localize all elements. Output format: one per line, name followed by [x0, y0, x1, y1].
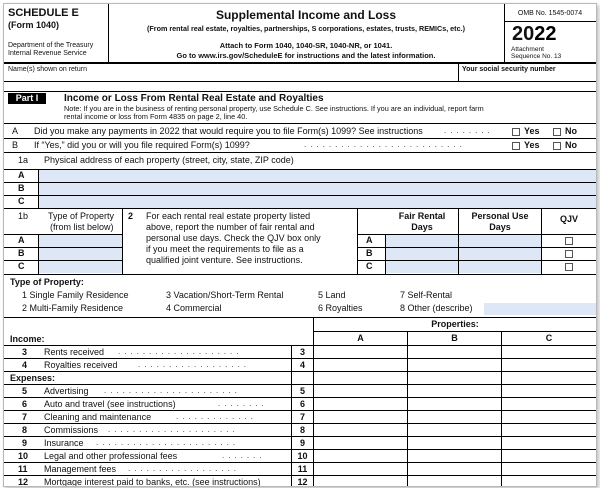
- line-12-label: Mortgage interest paid to banks, etc. (see instructions): [44, 477, 261, 487]
- line-10-label: Legal and other professional fees: [44, 451, 178, 461]
- line-2-desc-5: qualified joint venture. See instructions.: [146, 255, 303, 265]
- type-of-property-label-2: (from list below): [50, 222, 114, 232]
- dept-line-1: Department of the Treasury: [8, 42, 94, 49]
- question-a-letter: A: [12, 126, 19, 136]
- question-b-yes-checkbox[interactable]: [512, 142, 520, 150]
- question-a-no-checkbox[interactable]: [553, 128, 561, 136]
- line-7-box: 7: [299, 412, 305, 422]
- property-type-5: 5 Land: [318, 290, 346, 300]
- line-7-number: 7: [22, 412, 28, 422]
- goto-instruction: Go to www.irs.gov/ScheduleE for instructions and the latest information.: [176, 51, 436, 60]
- form-title: SCHEDULE E: [8, 7, 79, 19]
- schedule-e-form: SCHEDULE E (Form 1040) Department of the Treasury Internal Revenue Service Supplemental Income and Loss (From rental real estate, royalties, partnerships, S corporations, estates, trusts, REMICs, etc.) Attach to Form 1040, 1040-SR, 1040-NR, or 1041. Go to www.irs.gov/ScheduleE for instructions and the latest information. OMB No. 1545-0074 2022 Attachment Sequence No. 13 Name(s) shown on return Your social security number Part I Income or Loss From Rental Real Estate and Royalties Note: If you are in the business of renting personal property, use Schedule C. See instructions. If you are an individual, report farm rental income or loss from Form 4835 on page 2, line 40. A Did you make any payments in 2022 that would require you to file Form(s) 1099? See instructions ........ Yes No B If “Yes,” did you or will you file required Form(s) 1099? .......................... Yes No 1a Physical address of each property (street, city, state, ZIP code) A B C 1b Type of Property (from list below) 2 For each rental real estate property listed above, report the number of fair rental and personal use days. Check the QJV box only if you meet the requirements to file as a qualified joint venture. See instructions. A B C Fair Rental Days Personal Use Days QJV A B C Type of Property: 1 Single Family Residence 2 Multi-Family Residence 3 Vacation/Short-Term Rental 4 Commercial 5 Land 6 Royalties 7 Self-Rental 8 Other (describe) Properties: A B C Income: 3 Rents received .................... 3 4 Royalties received .................. 4 Expenses: 5 Advertising ...................... 5 6 Auto and travel (see instructions) ........ 6 7 Cleaning and maintenance ............. 7 8 Commissions ..................... 8 9 Insurance ....................... 9 10 Legal and other professional fees ....... 10 11 Management fees .................. 11 12 Mortgage interest paid to banks, etc. (see instructions) 12: [3, 3, 597, 487]
- qjv-checkbox-b[interactable]: [565, 250, 573, 258]
- line-12-box: 12: [297, 477, 308, 487]
- line-3-label: Rents received: [44, 347, 105, 357]
- line-9-amount-fields[interactable]: [314, 437, 596, 449]
- days-fields-a[interactable]: [386, 235, 541, 247]
- line-7-label: Cleaning and maintenance: [44, 412, 152, 422]
- line-2-desc-3: personal use days. Check the QJV box only: [146, 233, 321, 243]
- line-8-number: 8: [22, 425, 28, 435]
- property-type-8: 8 Other (describe): [400, 303, 473, 313]
- line-8-box: 8: [299, 425, 305, 435]
- line-2-desc-1: For each rental real estate property listed: [146, 211, 311, 221]
- line-11-number: 11: [18, 464, 28, 474]
- question-b-letter: B: [12, 140, 19, 150]
- address-row-c-letter: C: [18, 196, 25, 206]
- line-4-amount-fields[interactable]: [314, 359, 596, 371]
- line-1a-number: 1a: [18, 155, 29, 165]
- address-field-c[interactable]: [39, 196, 596, 208]
- part-i-title: Income or Loss From Rental Real Estate and Royalties: [64, 93, 324, 104]
- days-fields-c[interactable]: [386, 261, 541, 273]
- type-row-b-letter: B: [18, 248, 25, 258]
- line-2-desc-4: if you meet the requirements to file as a: [146, 244, 304, 254]
- line-6-amount-fields[interactable]: [314, 398, 596, 410]
- qjv-checkbox-c[interactable]: [565, 263, 573, 271]
- main-title: Supplemental Income and Loss: [215, 8, 397, 22]
- days-row-a-letter: A: [366, 235, 373, 245]
- property-type-1: 1 Single Family Residence: [22, 290, 129, 300]
- ssn-field[interactable]: [462, 65, 592, 79]
- line-10-number: 10: [18, 451, 29, 461]
- type-row-a-letter: A: [18, 235, 25, 245]
- line-9-box: 9: [299, 438, 305, 448]
- attachment-label: Attachment: [511, 46, 544, 53]
- dept-line-2: Internal Revenue Service: [8, 50, 87, 57]
- type-field-a[interactable]: [39, 235, 122, 247]
- name-field[interactable]: [8, 65, 454, 79]
- line-9-number: 9: [22, 438, 28, 448]
- line-1a-text: Physical address of each property (street, city, state, ZIP code): [44, 155, 294, 165]
- line-11-box: 11: [297, 464, 308, 474]
- line-3-number: 3: [22, 347, 28, 357]
- line-7-amount-fields[interactable]: [314, 411, 596, 423]
- property-type-6: 6 Royalties: [318, 303, 363, 313]
- qjv-checkbox-a[interactable]: [565, 237, 573, 245]
- question-a-no-label: No: [565, 126, 577, 136]
- line-12-amount-fields[interactable]: [314, 476, 596, 486]
- line-3-amount-fields[interactable]: [314, 346, 596, 358]
- type-field-b[interactable]: [39, 248, 122, 260]
- property-column-a: A: [357, 333, 364, 343]
- line-4-box: 4: [299, 360, 305, 370]
- property-type-3: 3 Vacation/Short-Term Rental: [166, 290, 284, 300]
- line-4-number: 4: [22, 360, 28, 370]
- ssn-label: Your social security number: [462, 66, 556, 73]
- line-8-label: Commissions: [44, 425, 99, 435]
- line-8-amount-fields[interactable]: [314, 424, 596, 436]
- income-title: Income:: [10, 334, 45, 344]
- line-5-amount-fields[interactable]: [314, 385, 596, 397]
- fair-rental-header-1: Fair Rental: [398, 211, 446, 221]
- days-row-b-letter: B: [366, 248, 373, 258]
- property-type-2: 2 Multi-Family Residence: [22, 303, 124, 313]
- days-fields-b[interactable]: [386, 248, 541, 260]
- line-11-amount-fields[interactable]: [314, 463, 596, 475]
- properties-title: Properties:: [431, 319, 479, 329]
- line-2-desc-2: above, report the number of fair rental and: [146, 222, 315, 232]
- line-4-label: Royalties received: [44, 360, 118, 370]
- type-of-property-label-1: Type of Property: [48, 211, 115, 221]
- address-row-b-letter: B: [18, 183, 25, 193]
- question-a-text: Did you make any payments in 2022 that would require you to file Form(s) 1099? See instructions: [34, 126, 423, 136]
- form-subtitle: (Form 1040): [8, 20, 60, 30]
- question-b-no-checkbox[interactable]: [553, 142, 561, 150]
- question-b-no-label: No: [565, 140, 577, 150]
- part-i-note-1: Note: If you are in the business of renting personal property, use Schedule C. See instructions. If you are an individual, report farm: [64, 104, 484, 113]
- type-field-c[interactable]: [39, 261, 122, 273]
- line-5-label: Advertising: [44, 386, 89, 396]
- qjv-header: QJV: [559, 214, 578, 224]
- sequence-label: Sequence No. 13: [511, 53, 562, 60]
- line-3-box: 3: [299, 347, 305, 357]
- days-row-c-letter: C: [366, 261, 373, 271]
- line-11-label: Management fees: [44, 464, 117, 474]
- question-b-yes-label: Yes: [524, 140, 540, 150]
- line-6-box: 6: [299, 399, 305, 409]
- type-row-c-letter: C: [18, 261, 25, 271]
- question-b-text: If “Yes,” did you or will you file required Form(s) 1099?: [34, 140, 250, 150]
- address-field-b[interactable]: [39, 183, 596, 195]
- line-6-label: Auto and travel (see instructions): [44, 399, 176, 409]
- address-row-a-letter: A: [18, 170, 25, 180]
- expenses-title: Expenses:: [10, 373, 56, 383]
- part-i-badge: Part I: [8, 93, 46, 104]
- line-6-number: 6: [22, 399, 28, 409]
- part-i-note-2: rental income or loss from Form 4835 on page 2, line 40.: [64, 112, 248, 121]
- personal-use-header-2: Days: [489, 222, 511, 232]
- tax-year: 2022: [512, 23, 557, 45]
- line-10-box: 10: [297, 451, 308, 461]
- property-column-c: C: [545, 333, 553, 343]
- line-5-box: 5: [299, 386, 305, 396]
- other-describe-field[interactable]: [484, 303, 596, 315]
- main-subtitle: (From rental real estate, royalties, partnerships, S corporations, estates, trusts, REMICs, etc.): [147, 24, 465, 33]
- property-column-b: B: [451, 333, 458, 343]
- question-a-yes-checkbox[interactable]: [512, 128, 520, 136]
- property-type-4: 4 Commercial: [166, 303, 222, 313]
- omb-number: OMB No. 1545-0074: [517, 10, 583, 17]
- name-label: Name(s) shown on return: [8, 66, 87, 73]
- type-of-property-title: Type of Property:: [10, 277, 84, 287]
- fair-rental-header-2: Days: [411, 222, 433, 232]
- line-10-amount-fields[interactable]: [314, 450, 596, 462]
- attach-instruction: Attach to Form 1040, 1040-SR, 1040-NR, or 1041.: [219, 41, 393, 50]
- question-a-yes-label: Yes: [524, 126, 540, 136]
- line-2-number: 2: [128, 211, 134, 221]
- personal-use-header-1: Personal Use: [471, 211, 529, 221]
- line-1b-number: 1b: [18, 211, 29, 221]
- address-field-a[interactable]: [39, 170, 596, 182]
- line-12-number: 12: [18, 477, 29, 487]
- line-9-label: Insurance: [44, 438, 84, 448]
- line-5-number: 5: [22, 386, 28, 396]
- property-type-7: 7 Self-Rental: [400, 290, 453, 300]
